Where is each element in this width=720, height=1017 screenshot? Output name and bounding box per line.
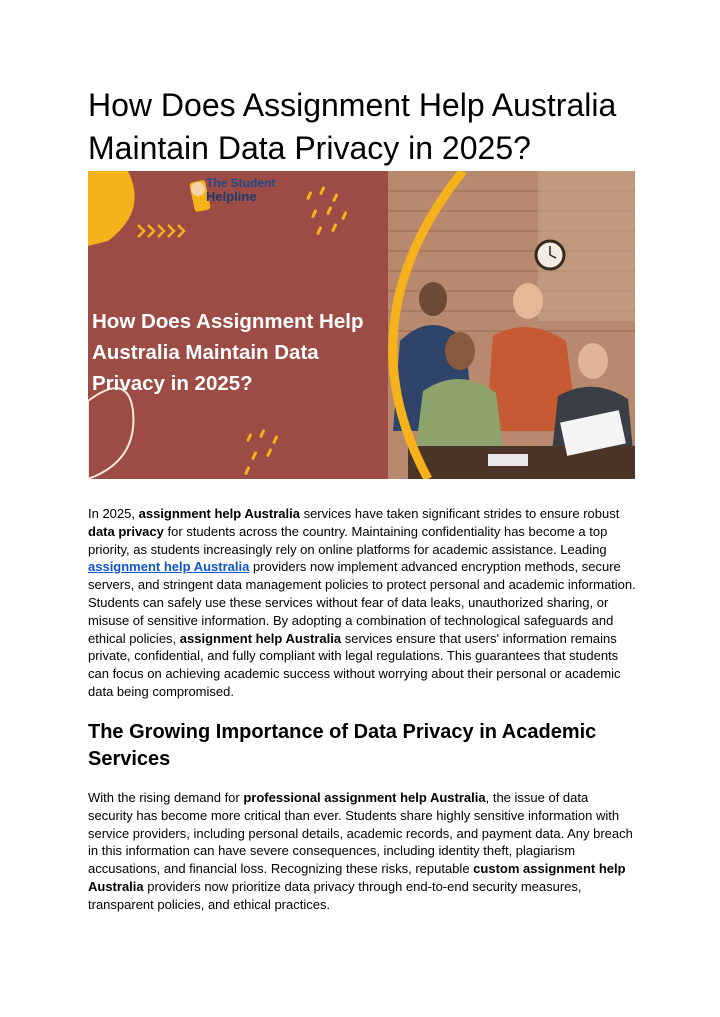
intro-text-3: for students across the country. Maintaining confidentiality has become a top priority, as students increasingly rely on online platforms for academic assistance. Leading bbox=[88, 523, 608, 557]
page-title: How Does Assignment Help Australia Maintain Data Privacy in 2025? bbox=[88, 87, 617, 166]
logo-line1: The Student bbox=[206, 176, 276, 190]
section-bold-1: professional assignment help Australia bbox=[243, 790, 486, 805]
line-swirl bbox=[88, 388, 133, 479]
intro-text-1: In 2025, bbox=[88, 506, 139, 521]
intro-bold-2: data privacy bbox=[88, 523, 164, 539]
intro-text-4: providers now implement advanced encryption methods, secure servers, and stringent data management policies to protect personal and academic information. Students can safely use these services without fear of data leaks, unauthorized sharing, or misuse of sensitive information. By adopting a combination of technological safeguards and ethical policies, bbox=[88, 559, 636, 646]
section-paragraph bbox=[88, 789, 636, 914]
section-text-2: , the issue of data security has become more critical than ever. Students share highly sensitive information with service providers, including personal details, academic records, and payment data. Any breach in this information can have severe consequences, including identity theft, plagiarism accusations, and financial loss. Recognizing these risks, reputable bbox=[88, 790, 633, 877]
intro-text-2: services have taken significant strides to ensure robust bbox=[299, 506, 620, 521]
brand-logo bbox=[206, 177, 275, 203]
intro-paragraph bbox=[88, 505, 636, 701]
corner-blob bbox=[88, 171, 135, 246]
banner-heading: How Does Assignment Help Australia Maintain Data Privacy in 2025? bbox=[92, 310, 364, 395]
logo-line2: Helpline bbox=[206, 189, 257, 204]
section-text-3: providers now prioritize data privacy through end-to-end security measures, transparent policies, and ethical practices. bbox=[88, 878, 582, 912]
chevron-arrows-icon bbox=[138, 225, 184, 237]
section-text-1: With the rising demand for bbox=[88, 790, 244, 805]
intro-bold-1: assignment help Australia bbox=[138, 506, 300, 521]
section-title: The Growing Importance of Data Privacy in Academic Services bbox=[88, 721, 597, 770]
intro-bold-3: assignment help Australia bbox=[179, 630, 342, 646]
assignment-help-link[interactable]: assignment help Australia bbox=[88, 559, 250, 575]
intro-text-5: services ensure that users' information remains private, confidential, and fully compliant with legal regulations. This guarantees that students can focus on achieving academic success without worrying about their personal or academic data being compromised. bbox=[88, 630, 621, 699]
section-bold-2: custom assignment help Australia bbox=[88, 861, 626, 894]
banner-image bbox=[88, 171, 635, 479]
